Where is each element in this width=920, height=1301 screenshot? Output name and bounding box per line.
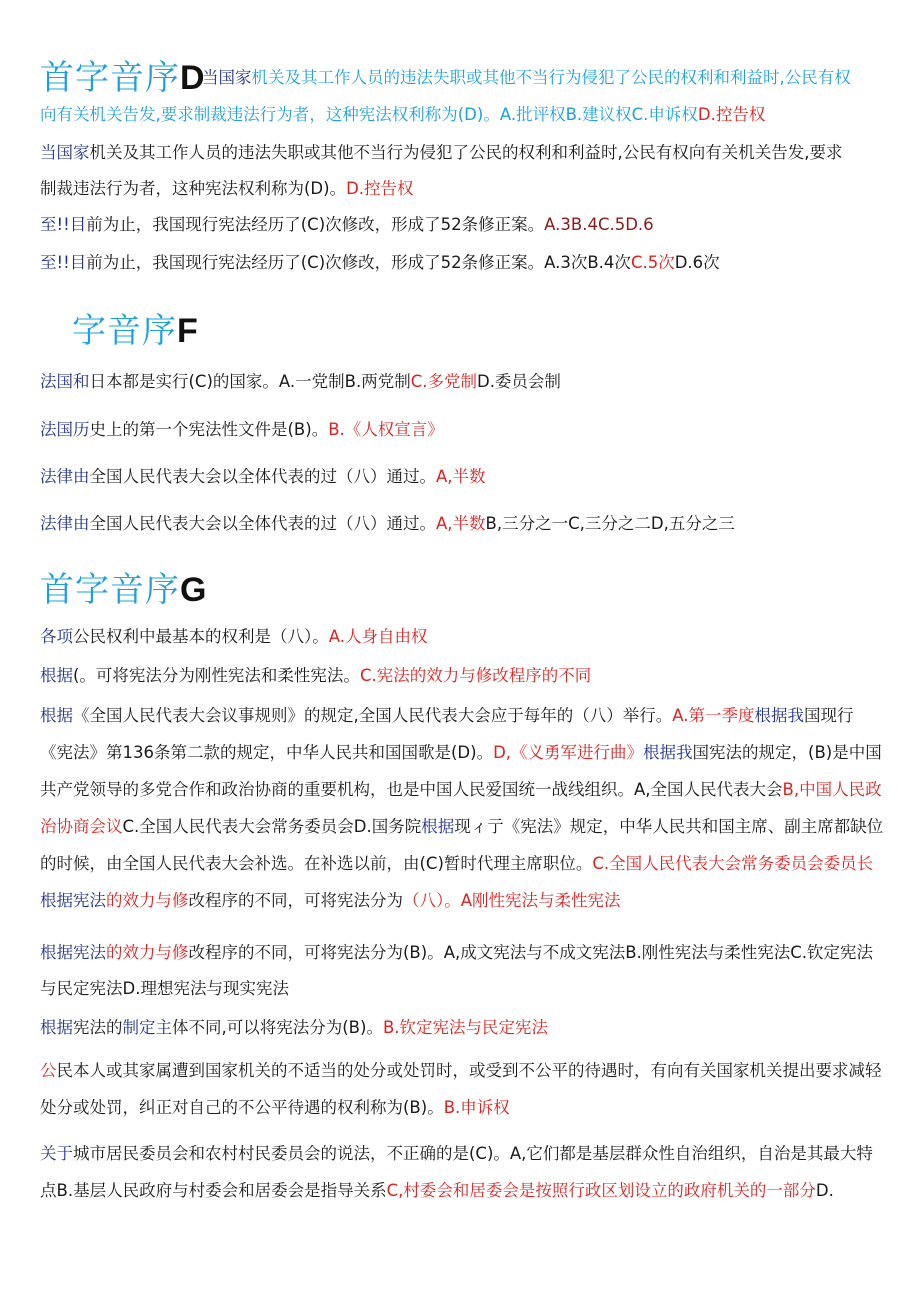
text: 改程序的不同，可将宪法分为 <box>188 891 403 910</box>
answer: （八）。A刚性宪法与柔性宪法 <box>403 891 621 910</box>
text: 日本都是实行(C)的国家。A.一党制B.两党制 <box>89 372 411 391</box>
text: 国现行《宪法》第136条第二款的规定，中华人民共和国国歌是(D)。 <box>40 706 854 762</box>
answer: C.宪法的效力与修改程序的不同 <box>359 666 592 685</box>
answer: C,村委会和居委会是按照行政区划设立的政府机关的一部分 <box>386 1181 816 1200</box>
lead-term: 当国家 <box>40 143 90 162</box>
text: 宪法的 <box>73 1018 123 1037</box>
heading-letter: F <box>177 312 198 350</box>
text: B,三分之一C,三分之二D,五分之三 <box>485 514 735 533</box>
lead-term: 法律由 <box>40 467 90 486</box>
paragraph <box>40 1017 890 1039</box>
lead-term: 当国家 <box>202 68 252 87</box>
text: 国宪法的规定，(B)是中国共产党领导的多党合作和政治协商的重要机构，也是中国人民爱国统一战线组织。A,全国人民代表大会 <box>40 743 882 799</box>
paragraph <box>202 67 892 89</box>
text: 的效力与修 <box>106 891 189 910</box>
heading-prefix: 字音序 <box>72 311 177 351</box>
answer: B,中国人民政治协商会议 <box>40 780 882 836</box>
answer: B.申诉权 <box>443 1098 510 1117</box>
heading-prefix: 首字音序 <box>40 570 180 610</box>
paragraph <box>40 104 890 126</box>
paragraph <box>40 142 890 164</box>
text: 全国人民代表大会以全体代表的过（八）通过。 <box>89 467 436 486</box>
text: 史上的第一个宪法性文件是(B)。 <box>89 420 329 439</box>
heading-letter: D <box>180 59 205 97</box>
heading-prefix: 首字音序 <box>40 58 180 98</box>
answer: C.5次 <box>630 253 675 272</box>
text: 体不同,可以将宪法分为(B)。 <box>172 1018 383 1037</box>
text: D. <box>815 1181 834 1200</box>
answer: A.第一季度 <box>672 706 755 725</box>
answer: B.钦定宪法与民定宪法 <box>382 1018 549 1037</box>
text: 公民权利中最基本的权利是（八）。 <box>73 627 329 646</box>
paragraph <box>40 1135 885 1209</box>
text: (。可将宪法分为刚性宪法和柔性宪法。 <box>73 666 360 685</box>
text: 前为止，我国现行宪法经历了(C)次修改，形成了52条修正案。A.3次B.4次 <box>86 253 631 272</box>
text: 机关及其工作人员的违法失职或其他不当行为侵犯了公民的权利和利益时,公民有权向有关机关告发,要求 <box>89 143 843 162</box>
answer: A,半数 <box>436 514 486 533</box>
paragraph <box>40 626 890 648</box>
text: D.委员会制 <box>476 372 561 391</box>
text: C.全国人民代表大会常务委员会D.国务院 <box>122 817 422 836</box>
lead-term: 公 <box>40 1061 57 1080</box>
lead-term: 根据 <box>40 666 73 685</box>
text: 的效力与修 <box>106 943 189 962</box>
text: 城市居民委员会和农村村民委员会的说法，不正确的是(C)。A,它们都是基层群众性自治组织，自治是其最大特点B.基层人民政府与村委会和居委会是指导关系 <box>40 1144 873 1200</box>
text: 改程序的不同，可将宪法分为(B)。A,成文宪法与不成文宪法B.刚性宪法与柔性宪法C.钦定宪法与民定宪法D.理想宪法与现实宪法 <box>40 943 874 998</box>
lead-term: 各项 <box>40 627 73 646</box>
heading-letter: G <box>180 571 207 609</box>
paragraph <box>40 935 885 1007</box>
paragraph <box>40 178 890 200</box>
lead-term: 根据宪法 <box>40 943 106 962</box>
section-heading-f <box>72 303 198 352</box>
text: 现ィ亍《宪法》规定，中华人民共和国主席、副主席都缺位的时候，由全国人民代表大会补选。在补选以前，由(C)暂时代理主席职位。 <box>40 817 884 873</box>
answer: B.《人权宣言》 <box>328 420 444 439</box>
lead-term: 至!!目 <box>40 215 87 234</box>
lead-term: 制定主 <box>122 1018 172 1037</box>
paragraph <box>40 214 890 236</box>
lead-term: 法律由 <box>40 514 90 533</box>
paragraph <box>40 697 885 919</box>
lead-term: 根据 <box>421 817 455 836</box>
paragraph <box>40 466 890 488</box>
paragraph <box>40 371 890 393</box>
text: 机关及其工作人员的违法失职或其他不当行为侵犯了公民的权利和利益时,公民有权 <box>251 68 851 87</box>
lead-term: 根据我 <box>754 706 804 725</box>
lead-term: 至!!目 <box>40 253 87 272</box>
lead-term: 根据 <box>40 706 73 725</box>
lead-term: 关于 <box>40 1144 73 1163</box>
answer: C.多党制 <box>410 372 477 391</box>
lead-term: 根据我 <box>643 743 693 762</box>
text: 全国人民代表大会以全体代表的过（八）通过。 <box>89 514 436 533</box>
section-heading-g <box>40 562 206 611</box>
lead-term: 法国历 <box>40 420 90 439</box>
text: 向有关机关告发,要求制裁违法行为者，这种宪法权利称为(D)。A.批评权B.建议权C.申诉权 <box>40 105 698 124</box>
paragraph <box>40 252 890 274</box>
lead-term: 根据宪法 <box>40 891 106 910</box>
paragraph <box>40 513 890 535</box>
text: D.6次 <box>674 253 720 272</box>
lead-term: 根据 <box>40 1018 73 1037</box>
section-heading-d <box>40 50 205 99</box>
paragraph <box>40 419 890 441</box>
answer: D.控告权 <box>697 105 766 124</box>
answer: A.人身自由权 <box>328 627 428 646</box>
paragraph <box>40 665 890 687</box>
answer: D.控告权 <box>346 179 414 198</box>
lead-term: 法国和 <box>40 372 90 391</box>
answer: A,半数 <box>436 467 486 486</box>
answer: A.3B.4C.5D.6 <box>544 215 654 234</box>
text: 民本人或其家属遭到国家机关的不适当的处分或处罚时，或受到不公平的待遇时，有向有关国家机关提出要求减轻处分或处罚，纠正对自己的不公平待遇的权利称为(B)。 <box>40 1061 882 1117</box>
answer: D,《义勇军进行曲》 <box>493 743 644 762</box>
text: 《全国人民代表大会议事规则》的规定,全国人民代表大会应于每年的（八）举行。 <box>73 706 673 725</box>
answer: C.全国人民代表大会常务委员会委员长 <box>592 854 874 873</box>
text: 前为止，我国现行宪法经历了(C)次修改，形成了52条修正案。 <box>86 215 545 234</box>
text: 制裁违法行为者，这种宪法权利称为(D)。 <box>40 179 347 198</box>
paragraph <box>40 1052 885 1126</box>
